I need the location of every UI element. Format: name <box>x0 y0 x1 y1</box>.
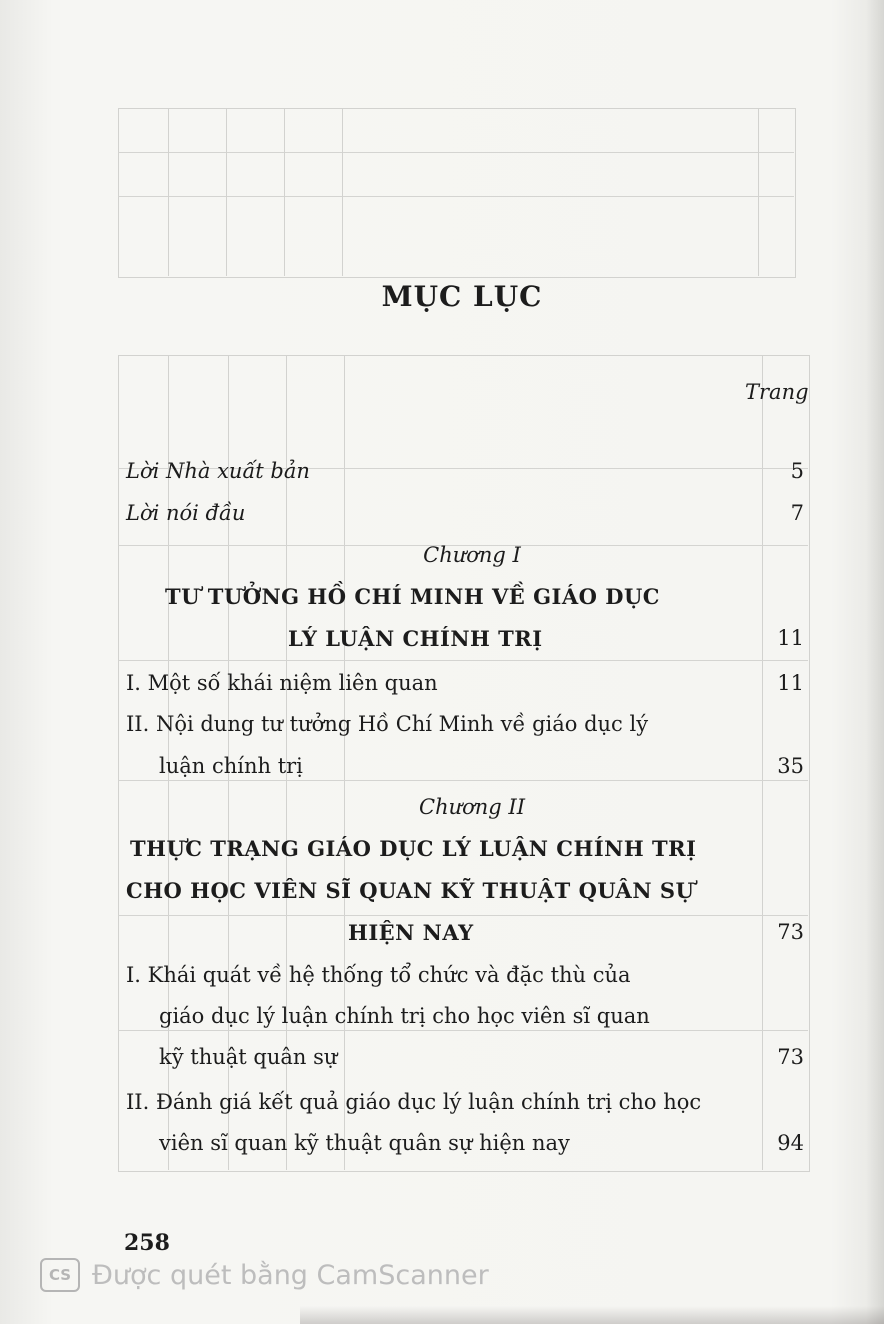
toc-page-number: 73 <box>777 1045 804 1069</box>
camscanner-logo-icon: CS <box>40 1258 80 1292</box>
toc-page-number: 11 <box>777 671 804 695</box>
toc-entry-section-continued: luận chính trị <box>159 754 303 778</box>
toc-entry-foreword: Lời nói đầu <box>126 501 246 525</box>
bleed-through-line <box>168 108 169 276</box>
bleed-through-line <box>118 152 794 153</box>
toc-page-number: 11 <box>777 626 804 650</box>
bleed-through-line <box>342 108 343 276</box>
bleed-through-line <box>118 660 808 661</box>
bleed-through-table-top <box>118 108 796 278</box>
chapter-title-line: THỰC TRẠNG GIÁO DỤC LÝ LUẬN CHÍNH TRỊ <box>130 836 697 861</box>
chapter-title-line: TƯ TƯỞNG HỒ CHÍ MINH VỀ GIÁO DỤC <box>165 584 660 609</box>
bleed-through-line <box>118 780 808 781</box>
toc-entry-section-continued: giáo dục lý luận chính trị cho học viên sĩ quan <box>159 1004 650 1028</box>
chapter-label: Chương II <box>419 795 525 819</box>
bleed-through-line <box>118 196 794 197</box>
bleed-through-line <box>284 108 285 276</box>
toc-entry-section: II. Đánh giá kết quả giáo dục lý luận chính trị cho học <box>126 1090 702 1114</box>
toc-page-number: 73 <box>777 920 804 944</box>
toc-entry-section: I. Một số khái niệm liên quan <box>126 671 438 695</box>
bleed-through-line <box>758 108 759 276</box>
toc-entry-section-continued: kỹ thuật quân sự <box>159 1045 338 1069</box>
chapter-title-line: HIỆN NAY <box>348 920 474 945</box>
toc-page-number: 35 <box>777 754 804 778</box>
chapter-title-line: LÝ LUẬN CHÍNH TRỊ <box>288 626 543 651</box>
toc-page-number: 5 <box>790 459 804 483</box>
page-column-header: Trang <box>745 380 809 404</box>
page-number: 258 <box>124 1230 170 1256</box>
bleed-through-line <box>344 355 345 1170</box>
page-edge-shadow <box>866 0 884 1324</box>
page-title: MỤC LỤC <box>381 280 543 313</box>
bleed-through-line <box>118 1030 808 1031</box>
bleed-through-line <box>118 915 808 916</box>
watermark-text: Được quét bằng CamScanner <box>92 1259 489 1291</box>
chapter-label: Chương I <box>423 543 521 567</box>
toc-page-number: 7 <box>790 501 804 525</box>
toc-entry-publisher-note: Lời Nhà xuất bản <box>126 459 310 483</box>
chapter-title-line: CHO HỌC VIÊN SĨ QUAN KỸ THUẬT QUÂN SỰ <box>126 878 695 903</box>
bleed-through-line <box>226 108 227 276</box>
toc-entry-section-continued: viên sĩ quan kỹ thuật quân sự hiện nay <box>159 1131 570 1155</box>
toc-entry-section: II. Nội dung tư tưởng Hồ Chí Minh về giáo dục lý <box>126 712 649 736</box>
camscanner-watermark <box>40 1258 489 1292</box>
page-bottom-shadow <box>300 1306 884 1324</box>
toc-entry-section: I. Khái quát về hệ thống tổ chức và đặc thù của <box>126 963 631 987</box>
toc-page-number: 94 <box>777 1131 804 1155</box>
